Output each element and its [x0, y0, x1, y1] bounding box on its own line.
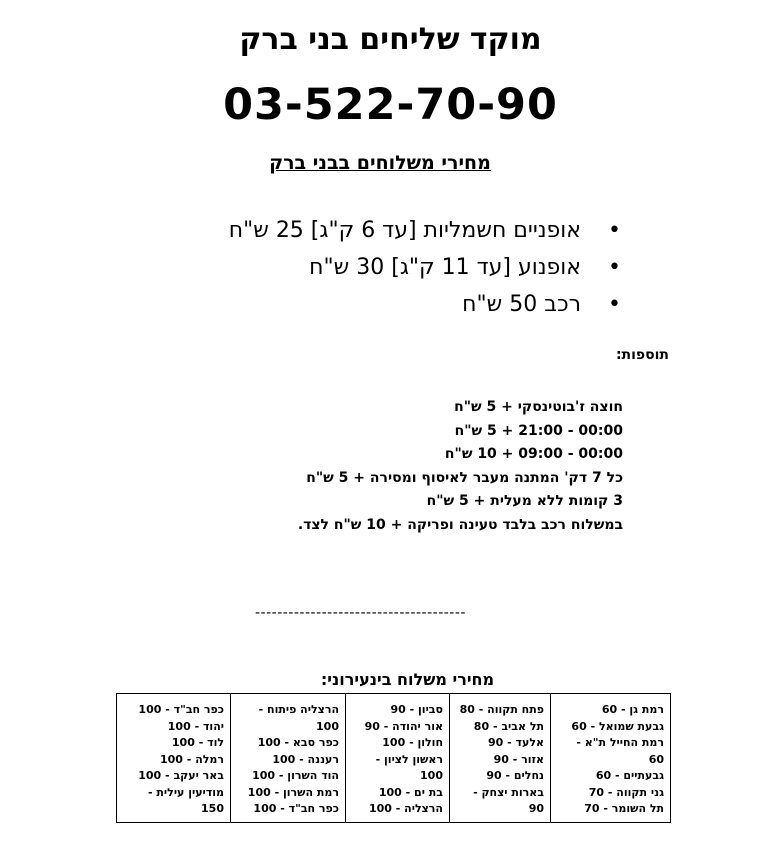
- table-cell-line: לוד - 100: [171, 736, 224, 749]
- table-cell-line: סביון - 90: [390, 703, 443, 716]
- table-row: [117, 694, 671, 823]
- extra-item: חוצה ז'בוטינסקי + 5 ש"ח: [454, 399, 623, 415]
- separator-line: --------------------------------------: [255, 605, 466, 621]
- price-item-text: רכב 50 ש"ח: [462, 292, 581, 317]
- table-cell-line: בת ים - 100: [378, 785, 443, 799]
- table-cell-line: מודיעין עילית -: [148, 785, 224, 799]
- phone-number: 03-522-70-90: [223, 80, 558, 130]
- table-cell-line: אלעד - 90: [488, 736, 544, 749]
- table-cell-line: הרצליה פיתוח -: [258, 703, 339, 716]
- extra-item: במשלוח רכב בלבד טעינה ופריקה + 10 ש"ח לצד.: [297, 516, 623, 533]
- price-item-text: אופנוע [עד 11 ק"ג] 30 ש"ח: [309, 255, 581, 280]
- table-cell-line: כפר חב"ד - 100: [138, 703, 224, 716]
- table-cell-line: רמת השרון - 100: [247, 785, 339, 799]
- extras-list: [298, 396, 623, 537]
- extras-heading: תוספות:: [615, 347, 669, 363]
- table-cell-line: תל השומר - 70: [584, 802, 664, 815]
- page-title: מוקד שליחים בני ברק: [239, 22, 542, 57]
- table-cell-line: 90: [528, 802, 544, 815]
- table-cell-line: גבעתיים - 60: [595, 769, 664, 782]
- price-item-ebike: [229, 212, 621, 249]
- table-cell-line: נחלים - 90: [486, 769, 544, 782]
- price-item-car: [229, 286, 621, 323]
- table-cell-line: בארות יצחק -: [473, 785, 544, 799]
- table-column: [231, 694, 346, 823]
- table-cell-line: 60: [648, 752, 664, 766]
- extra-item: 3 קומות ללא מעלית + 5 ש"ח: [426, 493, 623, 509]
- table-cell-line: יהוד - 100: [167, 719, 224, 733]
- delivery-price-list: [229, 212, 621, 323]
- interurban-heading: מחירי משלוח בינעירוני:: [320, 670, 495, 689]
- interurban-price-table: [116, 693, 671, 823]
- price-item-motorcycle: [229, 249, 621, 286]
- table-cell-line: חולון - 100: [382, 736, 443, 749]
- table-column: [551, 694, 671, 823]
- bullet-icon: •: [608, 292, 621, 317]
- bullet-icon: •: [608, 218, 621, 243]
- table-cell-line: כפר סבא - 100: [257, 736, 339, 749]
- table-cell-line: רמת גן - 60: [601, 703, 664, 716]
- table-cell-line: אזור - 90: [493, 752, 544, 766]
- table-cell-line: רמלה - 100: [160, 752, 224, 766]
- table-cell-line: רמת החייל ת"א -: [576, 736, 664, 749]
- table-cell-line: אור יהודה - 90: [364, 719, 443, 733]
- extra-item: כל 7 דק' המתנה מעבר לאיסוף ומסירה + 5 ש"ח: [306, 469, 623, 486]
- table-cell-line: הרצליה - 100: [368, 802, 443, 815]
- table-column: [450, 694, 551, 823]
- table-cell-line: פתח תקווה - 80: [459, 703, 544, 716]
- table-cell-line: גני תקווה - 70: [588, 785, 664, 799]
- table-cell-line: רעננה - 100: [272, 752, 339, 766]
- table-cell-line: 100: [420, 769, 443, 782]
- table-cell-line: ראשון לציון -: [375, 752, 443, 766]
- table-cell-line: 100: [316, 719, 339, 733]
- table-column: [346, 694, 450, 823]
- table-cell-line: תל אביב - 80: [473, 719, 544, 733]
- table-cell-line: באר יעקב - 100: [138, 769, 224, 782]
- table-cell-line: 150: [201, 802, 224, 815]
- bullet-icon: •: [608, 255, 621, 280]
- price-item-text: אופניים חשמליות [עד 6 ק"ג] 25 ש"ח: [228, 218, 581, 243]
- table-cell-line: גבעת שמואל - 60: [571, 719, 664, 733]
- table-cell-line: הוד השרון - 100: [252, 769, 339, 782]
- table-column: [117, 694, 231, 823]
- extra-item: 00:00 - 09:00 + 10 ש"ח: [444, 446, 623, 462]
- prices-subtitle: מחירי משלוחים בבני ברק: [269, 152, 491, 174]
- table-cell-line: כפר חב"ד - 100: [253, 802, 339, 815]
- extra-item: 00:00 - 21:00 + 5 ש"ח: [454, 422, 623, 439]
